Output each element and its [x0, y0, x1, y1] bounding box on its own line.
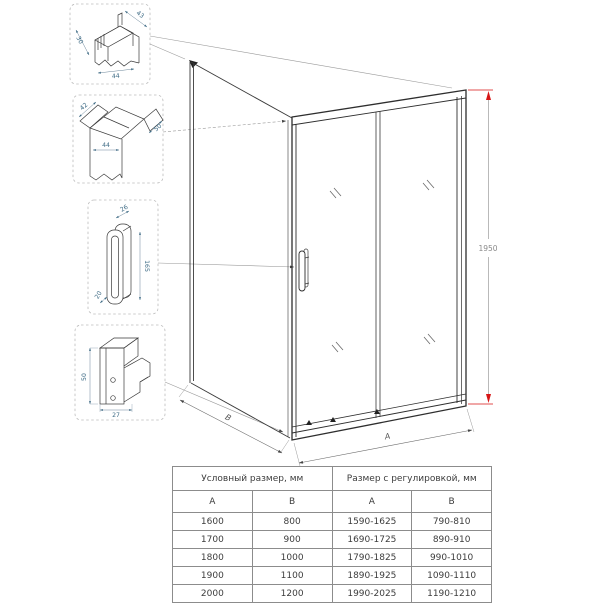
- bottom-rail-height-dim: 50: [81, 373, 88, 381]
- handle-depth-dim: 26: [119, 203, 130, 214]
- door-divider: [376, 111, 380, 418]
- cell: 1700: [173, 531, 253, 549]
- detail-box-wall-profile: [70, 4, 150, 84]
- red-arrow-down: [486, 394, 491, 403]
- top-rail-right-flange-dim: 50: [152, 122, 164, 134]
- wall-profile-top-dim: 43: [134, 9, 146, 20]
- cell: 1990-2025: [332, 585, 412, 603]
- table-group-header-row: [173, 467, 492, 491]
- door-handle: [299, 249, 309, 291]
- size-table: [172, 466, 492, 603]
- front-width-label: A: [383, 431, 392, 442]
- col-header-a2: A: [332, 491, 412, 513]
- cell: 1690-1725: [332, 531, 412, 549]
- group-header-nominal: Условный размер, мм: [173, 467, 333, 491]
- cell: 1000: [252, 549, 332, 567]
- cell: 790-810: [412, 513, 492, 531]
- handle-length-dim: 165: [143, 260, 150, 272]
- table-row: [173, 531, 492, 549]
- cell: 1900: [173, 567, 253, 585]
- bottom-rail-width-dim: 27: [112, 412, 120, 419]
- table-row: [173, 513, 492, 531]
- cell: 1090-1110: [412, 567, 492, 585]
- col-header-a1: A: [173, 491, 253, 513]
- handle-sketch: [107, 224, 131, 304]
- glass-marks: [330, 180, 435, 352]
- front-width-dimension: [294, 409, 474, 466]
- cell: 1190-1210: [412, 585, 492, 603]
- cell: 1200: [252, 585, 332, 603]
- top-rail-profile-sketch: [80, 105, 163, 180]
- shower-enclosure-drawing: [190, 62, 466, 440]
- handle-width-dim: 20: [93, 290, 104, 301]
- detail-box-bottom-rail-profile: [75, 325, 165, 420]
- table-row: [173, 567, 492, 585]
- detail-box-top-rail-profile: [73, 95, 163, 183]
- detail-box-border: [75, 325, 165, 420]
- wall-profile-sketch: [95, 13, 139, 66]
- wall-profile-width-dim: 44: [111, 72, 121, 81]
- side-depth-label: B: [223, 412, 233, 424]
- detail-leader-lines: [150, 36, 452, 432]
- top-rail-left-flange-dim: 42: [78, 101, 90, 113]
- detail-box-handle: [88, 200, 158, 314]
- cell: 1100: [252, 567, 332, 585]
- top-rail-width-dim: 44: [102, 142, 110, 149]
- col-header-b2: B: [412, 491, 492, 513]
- cell: 900: [252, 531, 332, 549]
- cell: 1790-1825: [332, 549, 412, 567]
- group-header-adjustable: Размер с регулировкой, мм: [332, 467, 492, 491]
- cell: 990-1010: [412, 549, 492, 567]
- col-header-b1: B: [252, 491, 332, 513]
- cell: 1600: [173, 513, 253, 531]
- table-row: [173, 549, 492, 567]
- height-dimension-label: 1950: [478, 244, 498, 253]
- cell: 890-910: [412, 531, 492, 549]
- cell: 1890-1925: [332, 567, 412, 585]
- cell: 1800: [173, 549, 253, 567]
- table-column-header-row: [173, 491, 492, 513]
- wall-profile-left-dim: 30: [74, 35, 85, 46]
- cell: 800: [252, 513, 332, 531]
- bottom-rail-sketch: [100, 338, 150, 404]
- wall-profile-dim-lines: [76, 11, 147, 73]
- top-rail: [292, 98, 466, 125]
- height-dimension: [468, 90, 498, 404]
- cell: 1590-1625: [332, 513, 412, 531]
- front-frame: [292, 90, 466, 440]
- red-arrow-up: [486, 91, 491, 100]
- cell: 2000: [173, 585, 253, 603]
- side-glass-panel: [190, 62, 292, 438]
